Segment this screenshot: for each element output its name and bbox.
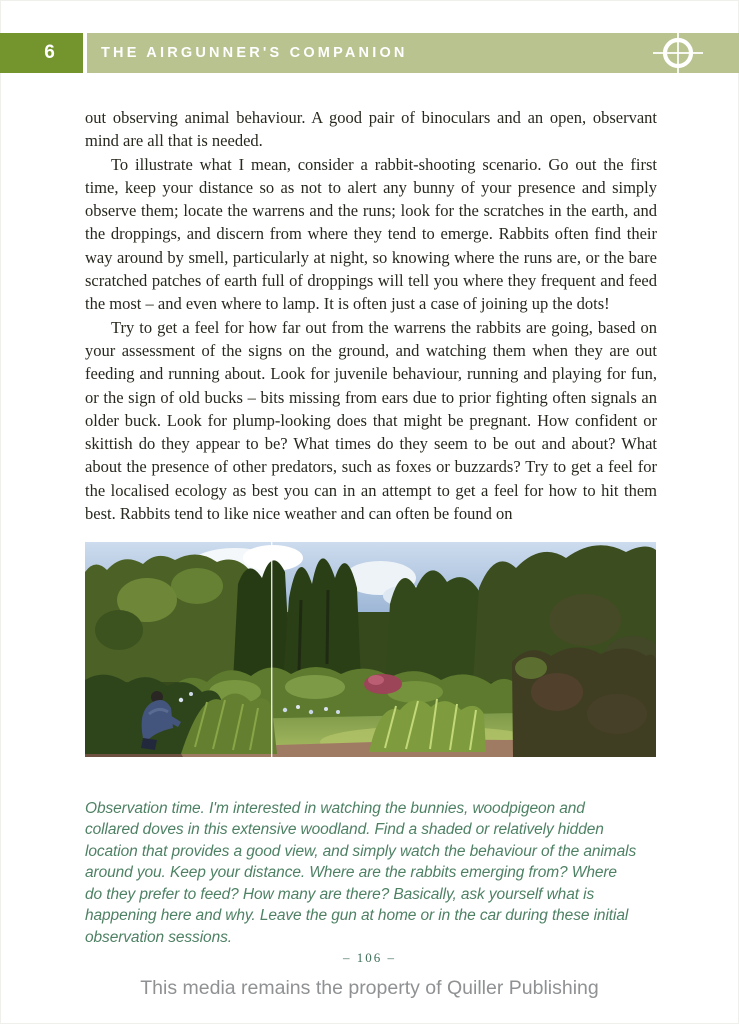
- paragraph: out observing animal behaviour. A good pair of binoculars and an open, observant mind are all that is needed.: [85, 108, 657, 151]
- conifer-group: [233, 560, 291, 682]
- chapter-number-box: [0, 33, 83, 73]
- photo-caption: Observation time. I'm interested in watching the bunnies, woodpigeon and collared doves in this extensive woodland. Find a shaded or relatively hidden location that provides a good view, and simply watch the behaviour of the animals around you. Keep your distance. Where are the rabbits emerging from? Where do they prefer to feed? How many are there? Basically, ask yourself what is happening here and why. Leave the gun at home or in the car during these initial observation sessions.: [85, 799, 637, 947]
- conifer-tall: [283, 558, 361, 682]
- woodland-photo: [85, 542, 656, 757]
- chapter-header: [0, 33, 739, 73]
- page-number: – 106 –: [343, 950, 396, 965]
- book-title: THE AIRGUNNER'S COMPANION: [101, 45, 408, 61]
- paragraph: Try to get a feel for how far out from the warrens the rabbits are going, based on your assessment of the signs on the ground, and watching them when they are out feeding and running about. Look for juvenile behaviour, running and playing for fun, or the sign of old bucks – bits missing from ears due to prior fighting often signals an older buck. Look for plump-looking does that might be pregnant. How confident or skittish do they appear to be? What times do they seem to be out and about? What about the presence of other predators, such as foxes or buzzards? Try to get a feel for the localised ecology as best you can in an attempt to get a feel for how to hit them best. Rabbits tend to like nice weather and can often be found on: [85, 317, 657, 524]
- header-bar: [87, 33, 739, 73]
- chapter-number: 6: [44, 42, 55, 63]
- tree-mass-center-right: [385, 570, 486, 682]
- copyright-notice: This media remains the property of Quiller Publishing: [140, 977, 599, 999]
- scan-seam: [271, 542, 272, 757]
- body-text: [85, 106, 657, 525]
- crosshair-icon: [650, 26, 706, 80]
- paragraph: To illustrate what I mean, consider a rabbit-shooting scenario. Go out the first time, keep your distance so as not to alert any bunny of your presence and simply observe them; locate the warrens and the runs; look for the scratches in the earth, and the droppings, and discern from where they tend to emerge. Rabbits often find their way around by smell, particularly at night, so knowing where the runs are, or the bare scratched patches of earth full of droppings will tell you where they frequent and feed the most – and even where to lamp. It is often just a case of joining up the dots!: [85, 154, 657, 314]
